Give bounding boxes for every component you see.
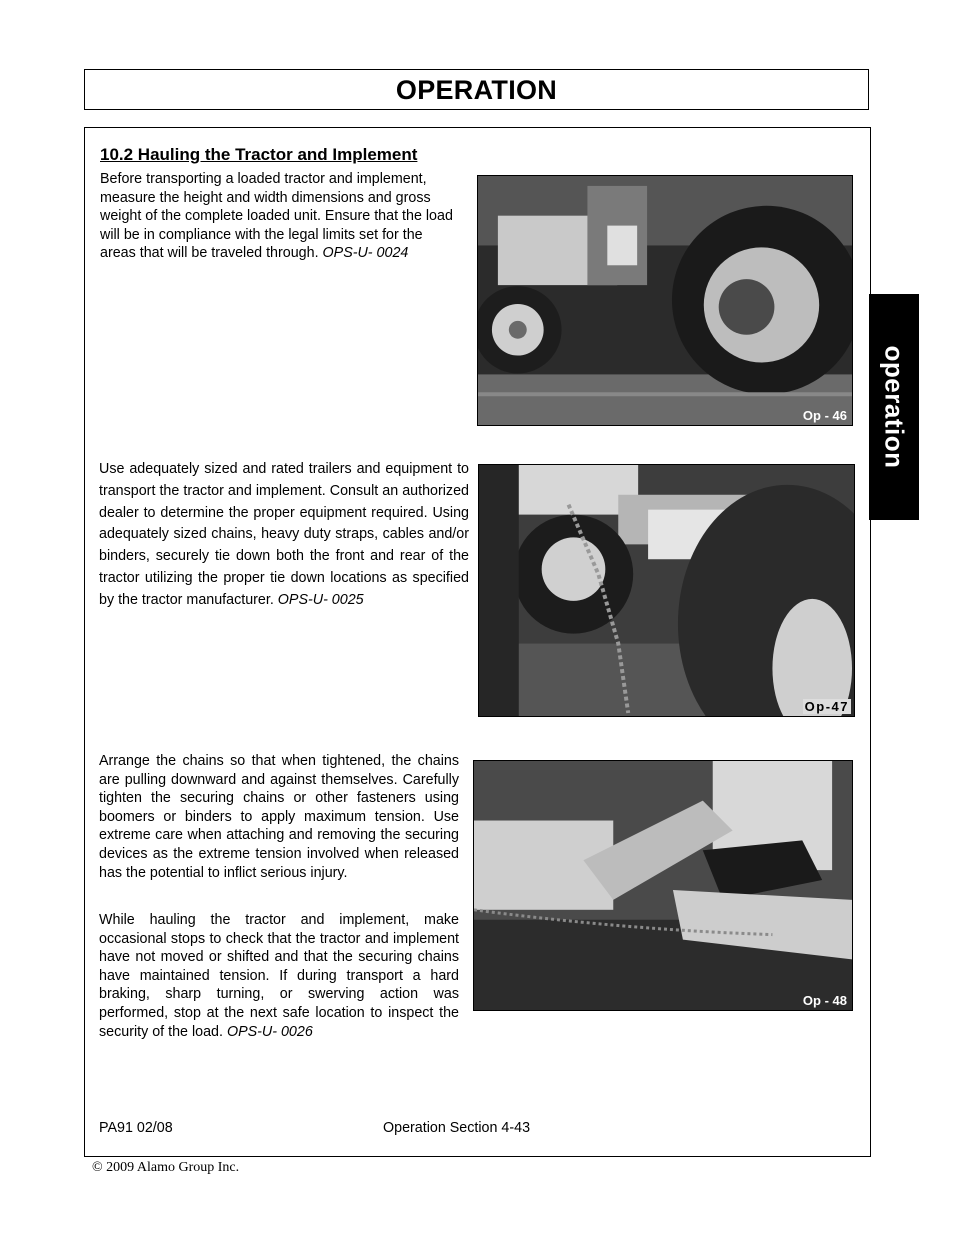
paragraph-text: Use adequately sized and rated trailers and equipment to transport the tractor and implement. Consult an authorized dealer to determine the proper equipment required. Using adequately sized chains, heavy duty straps, cables and/or binders, securely tie down both the front and rear of the tractor utilizing the proper tie down locations as specified by the tractor manufacturer. <box>99 461 469 608</box>
photo-label: Op-47 <box>804 699 849 714</box>
hitch-photo-illustration <box>474 761 852 1010</box>
paragraph-text: Arrange the chains so that when tightened, the chains are pulling downward and against themselves. Carefully tighten the securing chains or other fasteners using boomers or binders to apply maximum tension. Use extreme care when attaching and removing the securing devices as the extreme tension involved when released has the potential to inflict serious injury. <box>99 753 459 881</box>
copyright-notice: © 2009 Alamo Group Inc. <box>92 1160 240 1175</box>
paragraph-hauling-stops <box>99 911 459 1041</box>
side-tab <box>869 294 919 520</box>
photo-axle-chain <box>478 464 855 717</box>
side-tab-label: operation <box>879 345 910 469</box>
header-box <box>84 69 869 110</box>
photo-hitch-chains <box>473 760 853 1011</box>
photo-tractor-on-trailer <box>477 175 853 426</box>
section-title: 10.2 Hauling the Tractor and Implement <box>100 145 418 164</box>
photo-label: Op - 46 <box>802 408 847 423</box>
paragraph-text: While hauling the tractor and implement, make occasional stops to check that the tractor and implement have not moved or shifted and that the securing chains have maintained tension. If during transport a hard braking, sharp turning, or swerving action was performed, stop at the next safe location to inspect the security of the load. <box>99 912 459 1040</box>
axle-photo-illustration <box>479 465 854 716</box>
footer-doc-code: PA91 02/08 <box>99 1120 173 1136</box>
paragraph-trailers <box>99 459 469 612</box>
paragraph-transport-dimensions <box>100 170 460 263</box>
photo-label: Op - 48 <box>802 993 847 1008</box>
ops-code: OPS-U- 0024 <box>322 245 409 262</box>
paragraph-text: Before transporting a loaded tractor and implement, measure the height and width dimensions and gross weight of the complete loaded unit. Ensure that the load will be in compliance with the legal limits set for the areas that will be traveled through. <box>100 171 453 262</box>
ops-code: OPS-U- 0026 <box>226 1023 313 1040</box>
paragraph-chains <box>99 752 459 882</box>
tractor-photo-illustration <box>478 176 852 425</box>
ops-code: OPS-U- 0025 <box>277 591 364 608</box>
page-header-title: OPERATION <box>395 75 558 105</box>
footer-page-number: Operation Section 4-43 <box>383 1120 531 1136</box>
